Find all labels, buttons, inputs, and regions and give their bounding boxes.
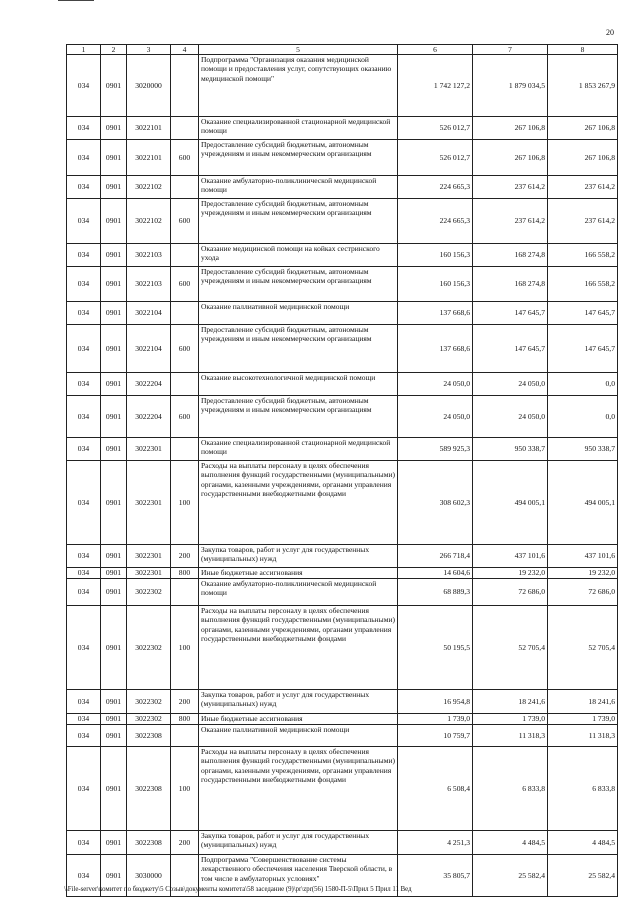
table-row xyxy=(67,438,618,461)
cell-value-7: 147 645,7 xyxy=(473,302,548,325)
cell-code-2: 0901 xyxy=(101,461,127,545)
cell-value-6: 10 759,7 xyxy=(398,725,473,747)
cell-code-1: 034 xyxy=(67,325,101,373)
cell-value-7: 24 050,0 xyxy=(473,396,548,438)
cell-description: Оказание паллиативной медицинской помощи xyxy=(199,302,398,325)
cell-value-8: 267 106,8 xyxy=(548,140,618,176)
cell-code-3: 3022101 xyxy=(127,117,171,140)
cell-description: Оказание паллиативной медицинской помощи xyxy=(199,725,398,747)
cell-value-7: 72 686,0 xyxy=(473,579,548,606)
cell-value-8: 267 106,8 xyxy=(548,117,618,140)
cell-code-3: 3022204 xyxy=(127,373,171,396)
top-rule xyxy=(58,0,94,1)
cell-description: Оказание специализированной стационарной медицинской помощи xyxy=(199,438,398,461)
cell-code-1: 034 xyxy=(67,714,101,725)
cell-description: Закупка товаров, работ и услуг для государственных (муниципальных) нужд xyxy=(199,831,398,855)
cell-code-2: 0901 xyxy=(101,267,127,302)
cell-code-3: 3022302 xyxy=(127,579,171,606)
cell-value-7: 168 274,8 xyxy=(473,267,548,302)
cell-value-6: 35 805,7 xyxy=(398,855,473,897)
cell-value-8: 52 705,4 xyxy=(548,606,618,690)
cell-value-8: 147 645,7 xyxy=(548,302,618,325)
table-header-row xyxy=(67,45,618,55)
cell-code-3: 3022101 xyxy=(127,140,171,176)
cell-value-8: 0,0 xyxy=(548,396,618,438)
table-row xyxy=(67,747,618,831)
table-row xyxy=(67,140,618,176)
cell-code-4 xyxy=(171,438,199,461)
cell-value-6: 68 889,3 xyxy=(398,579,473,606)
cell-code-4: 100 xyxy=(171,606,199,690)
cell-value-8: 1 853 267,9 xyxy=(548,55,618,117)
cell-value-6: 24 050,0 xyxy=(398,396,473,438)
cell-value-7: 1 739,0 xyxy=(473,714,548,725)
cell-description: Предоставление субсидий бюджетным, автономным учреждениям и иным некоммерческим организациям xyxy=(199,140,398,176)
cell-value-6: 14 604,6 xyxy=(398,568,473,579)
cell-code-2: 0901 xyxy=(101,55,127,117)
cell-code-1: 034 xyxy=(67,690,101,714)
cell-code-3: 3022302 xyxy=(127,606,171,690)
cell-value-8: 950 338,7 xyxy=(548,438,618,461)
cell-code-4: 600 xyxy=(171,140,199,176)
cell-code-4: 200 xyxy=(171,831,199,855)
cell-description: Предоставление субсидий бюджетным, автономным учреждениям и иным некоммерческим организациям xyxy=(199,199,398,244)
cell-code-2: 0901 xyxy=(101,396,127,438)
table-body xyxy=(67,55,618,897)
table-row xyxy=(67,606,618,690)
cell-code-4 xyxy=(171,302,199,325)
cell-code-3: 3022301 xyxy=(127,545,171,568)
table-row xyxy=(67,176,618,199)
cell-code-3: 3022102 xyxy=(127,199,171,244)
cell-code-1: 034 xyxy=(67,199,101,244)
cell-code-2: 0901 xyxy=(101,438,127,461)
table-row xyxy=(67,725,618,747)
cell-code-2: 0901 xyxy=(101,117,127,140)
cell-code-4 xyxy=(171,244,199,267)
cell-value-6: 137 668,6 xyxy=(398,325,473,373)
table-row xyxy=(67,325,618,373)
cell-value-8: 72 686,0 xyxy=(548,579,618,606)
cell-code-4: 600 xyxy=(171,199,199,244)
cell-code-2: 0901 xyxy=(101,199,127,244)
cell-code-2: 0901 xyxy=(101,725,127,747)
cell-code-3: 3022104 xyxy=(127,325,171,373)
header-cell: 6 xyxy=(398,45,473,55)
cell-code-1: 034 xyxy=(67,302,101,325)
cell-code-3: 3022302 xyxy=(127,690,171,714)
cell-code-4: 200 xyxy=(171,545,199,568)
cell-value-6: 224 665,3 xyxy=(398,199,473,244)
cell-code-3: 3022102 xyxy=(127,176,171,199)
cell-code-4 xyxy=(171,176,199,199)
cell-code-4: 200 xyxy=(171,690,199,714)
cell-code-1: 034 xyxy=(67,244,101,267)
cell-value-7: 147 645,7 xyxy=(473,325,548,373)
cell-value-7: 437 101,6 xyxy=(473,545,548,568)
header-cell: 8 xyxy=(548,45,618,55)
table-row xyxy=(67,545,618,568)
cell-code-3: 3022204 xyxy=(127,396,171,438)
header-cell: 4 xyxy=(171,45,199,55)
cell-description: Подпрограмма "Совершенствование системы лекарственного обеспечения населения Тверской области, в том числе в амбулаторных условиях" xyxy=(199,855,398,897)
header-cell: 1 xyxy=(67,45,101,55)
cell-value-6: 160 156,3 xyxy=(398,244,473,267)
cell-value-6: 1 739,0 xyxy=(398,714,473,725)
cell-value-7: 168 274,8 xyxy=(473,244,548,267)
cell-code-3: 3022104 xyxy=(127,302,171,325)
cell-code-3: 3022308 xyxy=(127,747,171,831)
cell-value-6: 4 251,3 xyxy=(398,831,473,855)
cell-code-2: 0901 xyxy=(101,244,127,267)
cell-value-8: 166 558,2 xyxy=(548,267,618,302)
cell-value-8: 4 484,5 xyxy=(548,831,618,855)
cell-description: Предоставление субсидий бюджетным, автономным учреждениям и иным некоммерческим организациям xyxy=(199,325,398,373)
header-cell: 3 xyxy=(127,45,171,55)
table-row xyxy=(67,199,618,244)
cell-value-6: 266 718,4 xyxy=(398,545,473,568)
cell-value-8: 237 614,2 xyxy=(548,176,618,199)
cell-value-7: 4 484,5 xyxy=(473,831,548,855)
cell-value-7: 267 106,8 xyxy=(473,117,548,140)
cell-code-4: 600 xyxy=(171,325,199,373)
cell-description: Предоставление субсидий бюджетным, автономным учреждениям и иным некоммерческим организациям xyxy=(199,267,398,302)
cell-code-4: 600 xyxy=(171,396,199,438)
cell-code-4: 100 xyxy=(171,461,199,545)
cell-value-7: 52 705,4 xyxy=(473,606,548,690)
cell-code-4 xyxy=(171,117,199,140)
cell-code-2: 0901 xyxy=(101,855,127,897)
cell-value-8: 237 614,2 xyxy=(548,199,618,244)
cell-code-1: 034 xyxy=(67,725,101,747)
cell-description: Расходы на выплаты персоналу в целях обеспечения выполнения функций государственными (муниципальными) органами, казенными учреждениями, органами управления государственными внебюджетными фондами xyxy=(199,747,398,831)
cell-code-1: 034 xyxy=(67,545,101,568)
cell-value-8: 147 645,7 xyxy=(548,325,618,373)
cell-code-1: 034 xyxy=(67,267,101,302)
cell-code-4: 800 xyxy=(171,714,199,725)
cell-code-4 xyxy=(171,373,199,396)
cell-value-7: 1 879 034,5 xyxy=(473,55,548,117)
cell-value-6: 308 602,3 xyxy=(398,461,473,545)
cell-code-4: 600 xyxy=(171,267,199,302)
cell-description: Оказание амбулаторно-поликлинической медицинской помощи xyxy=(199,176,398,199)
cell-value-7: 494 005,1 xyxy=(473,461,548,545)
cell-description: Предоставление субсидий бюджетным, автономным учреждениям и иным некоммерческим организациям xyxy=(199,396,398,438)
cell-code-4 xyxy=(171,579,199,606)
cell-value-7: 237 614,2 xyxy=(473,199,548,244)
cell-code-2: 0901 xyxy=(101,373,127,396)
cell-value-6: 16 954,8 xyxy=(398,690,473,714)
cell-code-2: 0901 xyxy=(101,606,127,690)
cell-value-6: 24 050,0 xyxy=(398,373,473,396)
cell-code-1: 034 xyxy=(67,855,101,897)
cell-value-6: 1 742 127,2 xyxy=(398,55,473,117)
cell-value-6: 224 665,3 xyxy=(398,176,473,199)
cell-code-1: 034 xyxy=(67,438,101,461)
cell-value-8: 0,0 xyxy=(548,373,618,396)
cell-description: Расходы на выплаты персоналу в целях обеспечения выполнения функций государственными (муниципальными) органами, казенными учреждениями, органами управления государственными внебюджетными фондами xyxy=(199,461,398,545)
cell-code-1: 034 xyxy=(67,140,101,176)
cell-value-8: 19 232,0 xyxy=(548,568,618,579)
footer-file-path: \\File-server\комитет по бюджету\5 Созыв\документы комитета\58 заседание (9)\pr\zpr(56) 1580-П-5\Прил 5 Прил 11 Вед xyxy=(64,886,412,893)
cell-value-6: 526 012,7 xyxy=(398,117,473,140)
cell-code-4 xyxy=(171,55,199,117)
cell-code-3: 3020000 xyxy=(127,55,171,117)
cell-code-2: 0901 xyxy=(101,579,127,606)
cell-description: Иные бюджетные ассигнования xyxy=(199,568,398,579)
cell-value-8: 25 582,4 xyxy=(548,855,618,897)
cell-code-1: 034 xyxy=(67,568,101,579)
cell-code-1: 034 xyxy=(67,117,101,140)
cell-value-7: 24 050,0 xyxy=(473,373,548,396)
cell-code-4: 100 xyxy=(171,747,199,831)
cell-value-8: 166 558,2 xyxy=(548,244,618,267)
cell-code-4 xyxy=(171,725,199,747)
page-number: 20 xyxy=(606,28,614,37)
cell-value-7: 18 241,6 xyxy=(473,690,548,714)
cell-code-2: 0901 xyxy=(101,140,127,176)
table-row xyxy=(67,55,618,117)
cell-description: Оказание амбулаторно-поликлинической медицинской помощи xyxy=(199,579,398,606)
cell-code-3: 3022301 xyxy=(127,461,171,545)
cell-code-2: 0901 xyxy=(101,545,127,568)
cell-code-2: 0901 xyxy=(101,325,127,373)
cell-value-8: 494 005,1 xyxy=(548,461,618,545)
cell-code-1: 034 xyxy=(67,831,101,855)
cell-value-8: 6 833,8 xyxy=(548,747,618,831)
table-row xyxy=(67,396,618,438)
header-cell: 5 xyxy=(199,45,398,55)
cell-value-7: 19 232,0 xyxy=(473,568,548,579)
cell-code-1: 034 xyxy=(67,396,101,438)
cell-code-2: 0901 xyxy=(101,176,127,199)
cell-value-6: 6 508,4 xyxy=(398,747,473,831)
cell-code-2: 0901 xyxy=(101,714,127,725)
cell-code-3: 3022103 xyxy=(127,267,171,302)
cell-code-3: 3022301 xyxy=(127,568,171,579)
table-row xyxy=(67,302,618,325)
cell-value-7: 25 582,4 xyxy=(473,855,548,897)
table-row xyxy=(67,579,618,606)
cell-value-7: 950 338,7 xyxy=(473,438,548,461)
cell-description: Расходы на выплаты персоналу в целях обеспечения выполнения функций государственными (муниципальными) органами, казенными учреждениями, органами управления государственными внебюджетными фондами xyxy=(199,606,398,690)
cell-code-3: 3022308 xyxy=(127,831,171,855)
cell-code-4: 800 xyxy=(171,568,199,579)
table-row xyxy=(67,690,618,714)
cell-code-2: 0901 xyxy=(101,568,127,579)
cell-code-2: 0901 xyxy=(101,690,127,714)
cell-value-8: 437 101,6 xyxy=(548,545,618,568)
table-row xyxy=(67,267,618,302)
cell-code-1: 034 xyxy=(67,55,101,117)
cell-description: Подпрограмма "Организация оказания медицинской помощи и предоставления услуг, сопутствующих оказанию медицинской помощи" xyxy=(199,55,398,117)
cell-description: Иные бюджетные ассигнования xyxy=(199,714,398,725)
cell-code-1: 034 xyxy=(67,579,101,606)
cell-value-6: 160 156,3 xyxy=(398,267,473,302)
table-row xyxy=(67,568,618,579)
table-row xyxy=(67,244,618,267)
cell-code-1: 034 xyxy=(67,176,101,199)
cell-description: Оказание медицинской помощи на койках сестринского ухода xyxy=(199,244,398,267)
table-row xyxy=(67,117,618,140)
cell-code-2: 0901 xyxy=(101,831,127,855)
cell-value-7: 6 833,8 xyxy=(473,747,548,831)
cell-value-7: 11 318,3 xyxy=(473,725,548,747)
cell-value-6: 589 925,3 xyxy=(398,438,473,461)
cell-code-2: 0901 xyxy=(101,747,127,831)
cell-code-1: 034 xyxy=(67,747,101,831)
cell-code-3: 3022301 xyxy=(127,438,171,461)
table-row xyxy=(67,461,618,545)
cell-description: Оказание высокотехнологичной медицинской помощи xyxy=(199,373,398,396)
table-row xyxy=(67,714,618,725)
cell-value-8: 18 241,6 xyxy=(548,690,618,714)
header-cell: 7 xyxy=(473,45,548,55)
cell-value-7: 237 614,2 xyxy=(473,176,548,199)
cell-code-3: 3022308 xyxy=(127,725,171,747)
cell-code-2: 0901 xyxy=(101,302,127,325)
cell-value-8: 1 739,0 xyxy=(548,714,618,725)
cell-value-7: 267 106,8 xyxy=(473,140,548,176)
cell-description: Закупка товаров, работ и услуг для государственных (муниципальных) нужд xyxy=(199,545,398,568)
budget-table xyxy=(66,44,618,897)
cell-value-6: 526 012,7 xyxy=(398,140,473,176)
table-row xyxy=(67,373,618,396)
cell-code-1: 034 xyxy=(67,373,101,396)
cell-code-1: 034 xyxy=(67,461,101,545)
cell-value-6: 137 668,6 xyxy=(398,302,473,325)
cell-description: Оказание специализированной стационарной медицинской помощи xyxy=(199,117,398,140)
cell-description: Закупка товаров, работ и услуг для государственных (муниципальных) нужд xyxy=(199,690,398,714)
cell-code-3: 3030000 xyxy=(127,855,171,897)
header-cell: 2 xyxy=(101,45,127,55)
cell-value-8: 11 318,3 xyxy=(548,725,618,747)
cell-code-1: 034 xyxy=(67,606,101,690)
cell-code-3: 3022302 xyxy=(127,714,171,725)
cell-code-3: 3022103 xyxy=(127,244,171,267)
table-row xyxy=(67,831,618,855)
cell-value-6: 50 195,5 xyxy=(398,606,473,690)
